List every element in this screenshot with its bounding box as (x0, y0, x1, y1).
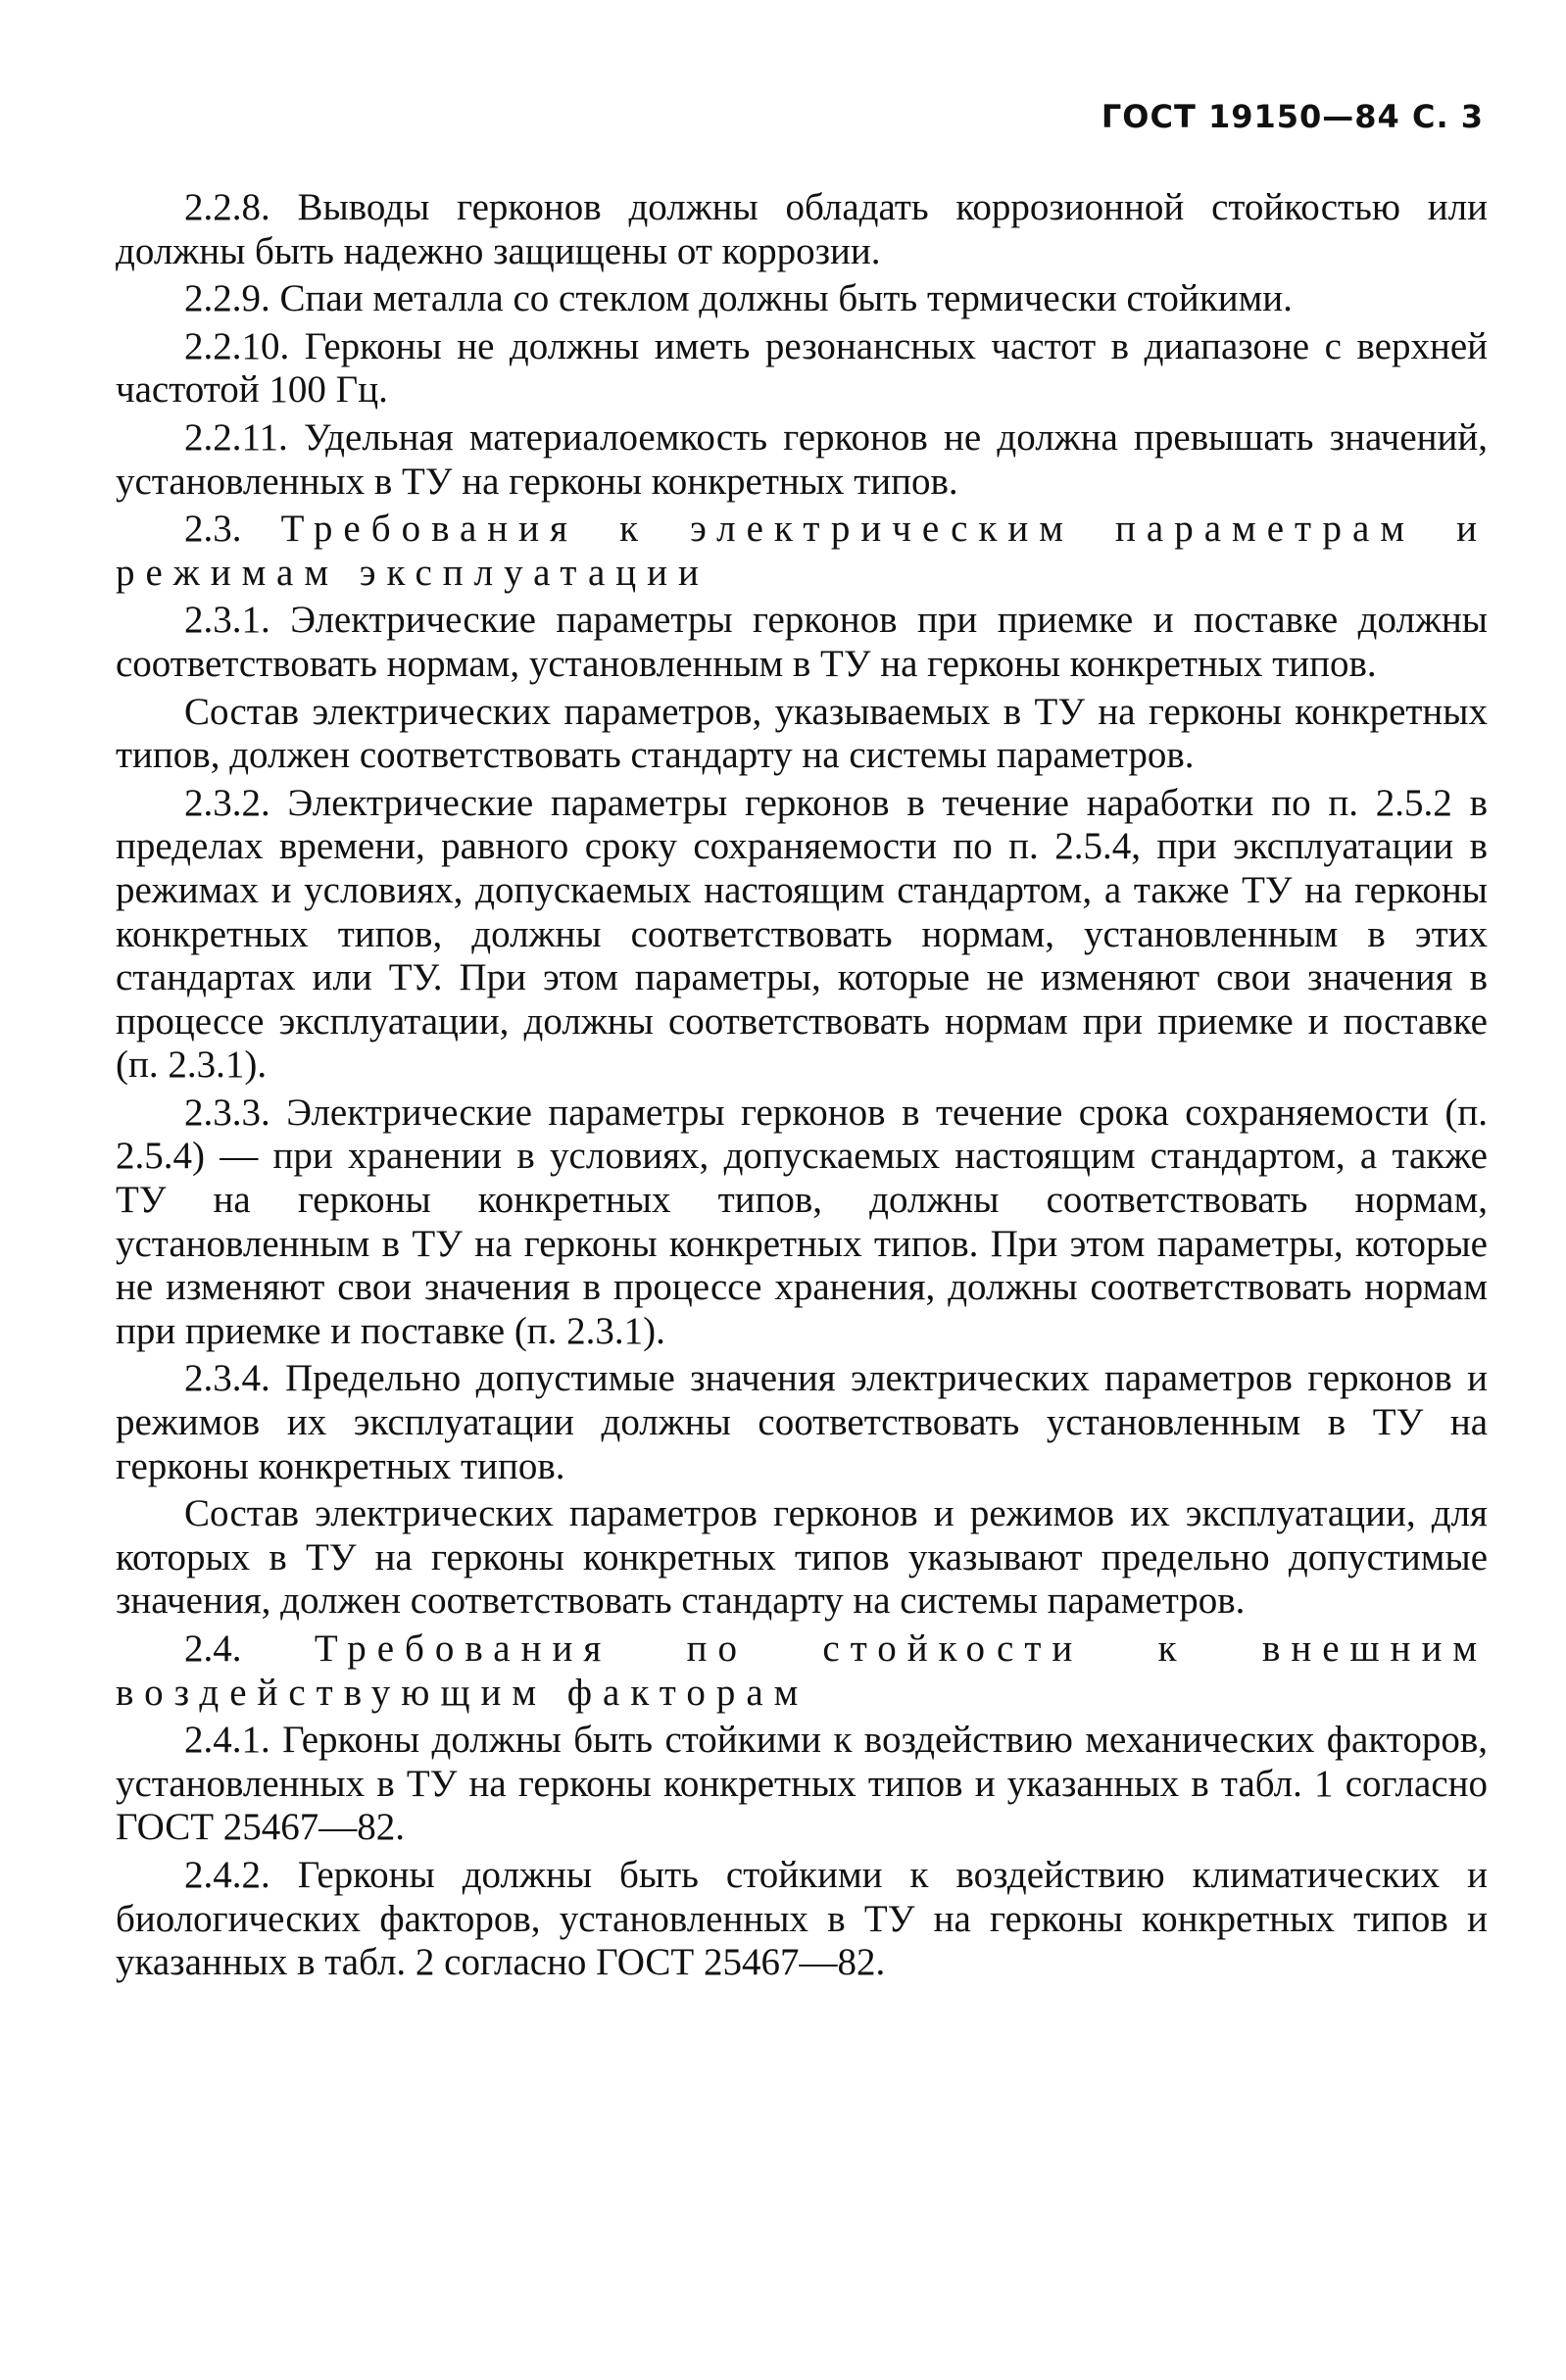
section-number: 2.3. (184, 508, 242, 551)
paragraph: 2.2.9. Спаи металла со стеклом должны быть термически стойкими. (184, 277, 1293, 320)
section-title: Требования к электрическим параметрам и режимам эксплуатации (116, 508, 1488, 594)
paragraph: 2.4.1. Герконы должны быть стойкими к воздействию механических факторов, установленных в ТУ на герконы конкретных типов и указанных в табл. 1 согласно ГОСТ 25467—82. (116, 1719, 1488, 1849)
section-heading (116, 508, 1488, 595)
paragraph: 2.3.2. Электрические параметры герконов в течение наработки по п. 2.5.2 в пределах времени, равного сроку сохраняемости по п. 2.5.4, при эксплуатации в режимах и условиях, допускаемых настоящим стандартом, а также ТУ на герконы конкретных типов, должны соответствовать нормам, установленным в этих стандартах или ТУ. При этом параметры, которые не изменяют свои значения в процессе эксплуатации, должны соответствовать нормам при приемке и поставке (п. 2.3.1). (116, 781, 1488, 1087)
section-heading (116, 1627, 1488, 1715)
paragraph: 2.2.8. Выводы герконов должны обладать коррозионной стойкостью или должны быть надежно защищены от коррозии. (116, 186, 1488, 272)
paragraph: 2.3.4. Предельно допустимые значения электрических параметров герконов и режимов их эксплуатации должны соответствовать установленным в ТУ на герконы конкретных типов. (116, 1357, 1488, 1487)
paragraph: 2.2.11. Удельная материалоемкость герконов не должна превышать значений, установленных в ТУ на герконы конкретных типов. (116, 415, 1488, 503)
section-number: 2.4. (184, 1627, 242, 1670)
section-title: Требования по стойкости к внешним воздействующим факторам (116, 1627, 1488, 1714)
paragraph: Состав электрических параметров герконов и режимов их эксплуатации, для которых в ТУ на герконы конкретных типов указывают предельно допустимые значения, должен соответствовать стандарту на системы параметров. (116, 1492, 1488, 1623)
paragraph: 2.2.10. Герконы не должны иметь резонансных частот в диапазоне с верхней частотой 100 Гц. (116, 324, 1488, 412)
paragraph: 2.3.1. Электрические параметры герконов при приемке и поставке должны соответствовать нормам, установленным в ТУ на герконы конкретных типов. (116, 599, 1488, 685)
paragraph: 2.4.2. Герконы должны быть стойкими к воздействию климатических и биологических факторов, установленных в ТУ на герконы конкретных типов и указанных в табл. 2 согласно ГОСТ 25467—82. (116, 1853, 1488, 1984)
paragraph: 2.3.3. Электрические параметры герконов в течение срока сохраняемости (п. 2.5.4) — при хранении в условиях, допускаемых настоящим стандартом, а также ТУ на герконы конкретных типов, должны соответствовать нормам, установленным в ТУ на герконы конкретных типов. При этом параметры, которые не изменяют свои значения в процессе хранения, должны соответствовать нормам при приемке и поставке (п. 2.3.1). (116, 1091, 1488, 1352)
page-header: ГОСТ 19150—84 С. 3 (1101, 98, 1484, 135)
body-text (116, 186, 1488, 1989)
paragraph: Состав электрических параметров, указываемых в ТУ на герконы конкретных типов, должен соответствовать стандарту на системы параметров. (116, 690, 1488, 777)
